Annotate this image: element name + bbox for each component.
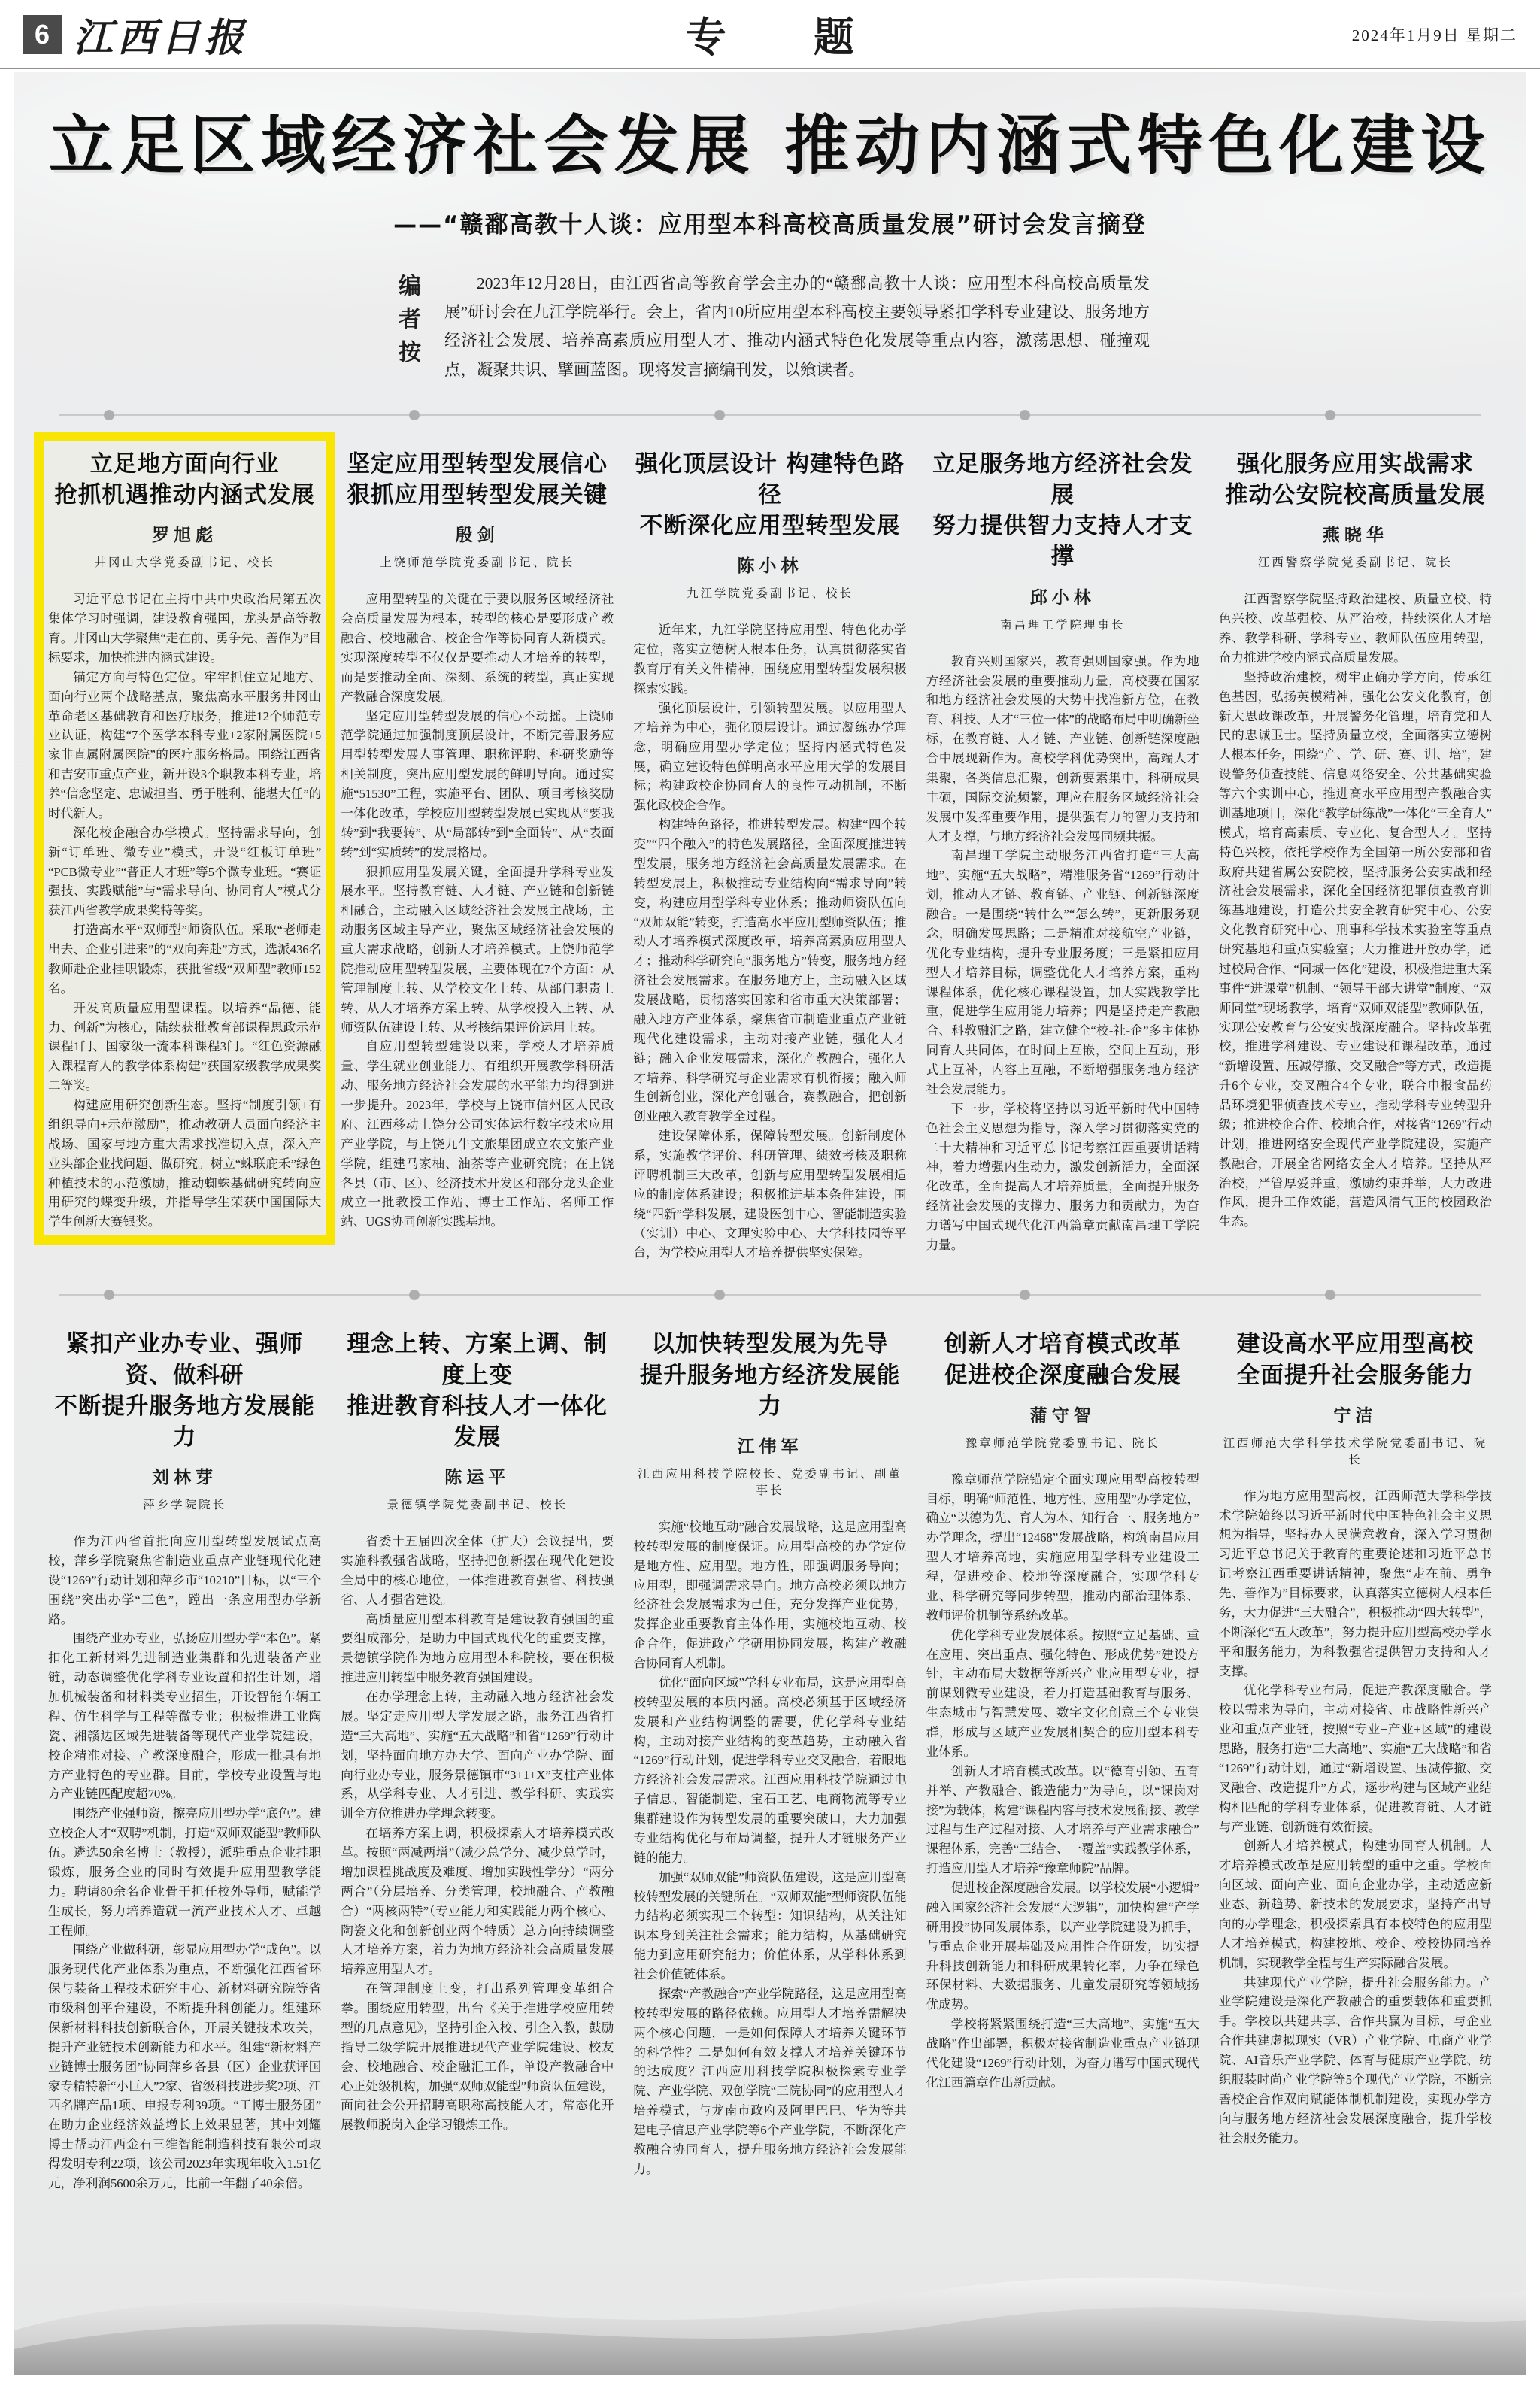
article-paragraph: 南昌理工学院主动服务江西省打造“三大高地”、实施“五大战略”，精准服务省“1269”行动计划，推动人才链、教育链、产业链、创新链深度融合。一是围绕“转什么”“怎么转”，更新服务观念，明确发展思路；二是精准对接航空产业链，优化专业结构，提升专业服务度；三是紧扣应用型人才培养目标，调整优化人才培养方案，重构课程体系，优化核心课程设置，加大实践教学比重，促进学生应用能力培养；四是坚持走产教融合、科教融汇之路，建立健全“校-社-企”多主体协同育人共同体，在时间上互嵌，空间上互动，形式上互补，内容上互融，不断增强服务地方经济社会发展能力。 <box>926 848 1199 1096</box>
article-title-line: 以加快转型发展为先导 <box>651 1331 889 1358</box>
article-paragraph: 在办学理念上转，主动融入地方经济社会发展。坚定走应用型大学发展之路，服务江西省打造“三大高地”、实施“五大战略”和省“1269”行动计划，坚持面向地方办大学、面向产业办学院、面向行业办专业，服务景德镇市“3+1+X”支柱产业体系，从学科专业、人才引进、教学科研、实践实训全方位推进办学理念转变。 <box>341 1690 614 1821</box>
article-title <box>48 449 321 511</box>
bottom-article-2 <box>338 1323 617 2136</box>
article-paragraph: 作为江西省首批向应用型转型发展试点高校，萍乡学院聚焦省制造业重点产业链现代化建设“1269”行动计划和萍乡市“10210”目标，以“三个围绕”突出办学“三色”，蹚出一条应用型办学新路。 <box>48 1534 322 1627</box>
editor-note-label: 编者按 <box>394 273 420 373</box>
article-author-role: 豫章师范学院党委副书记、院长 <box>965 1436 1160 1450</box>
article-paragraph: 高质量应用型本科教育是建设教育强国的重要组成部分，是助力中国式现代化的重要支撑，景德镇学院作为地方应用型本科院校，要在积极推进应用转型中服务教育强国建设。 <box>341 1611 614 1685</box>
article-title-line: 紧扣产业办专业、强师资、做科研 <box>66 1331 304 1389</box>
bottom-article-5 <box>1216 1323 1495 2149</box>
article-author-role: 九江学院党委副书记、校长 <box>686 587 853 601</box>
article-title-line: 创新人才培育模式改革 <box>944 1331 1181 1358</box>
article-paragraph: 优化“面向区域”学科专业布局，这是应用型高校转型发展的本质内涵。高校必须基于区域经济发展和产业结构调整的需要，优化学科专业结构，主动对接产业结构的变革趋势，主动融入省“1269”行动计划，促进学科专业交叉融合，着眼地方经济社会发展需求。江西应用科技学院通过电子信息、智能制造、宝石工艺、电商物流等专业集群建设作为转型发展的重要突破口，大力加强专业结构优化与布局调整，提升人才链服务产业链的能力。 <box>633 1675 907 1865</box>
article-paragraph: 江西警察学院坚持政治建校、质量立校、特色兴校、改革强校、从严治校，持续深化人才培养、教学科研、学科专业、教师队伍应用转型，奋力推进学校内涵式高质量发展。 <box>1218 592 1492 665</box>
dotted-divider-middle <box>59 1290 1481 1300</box>
article-paragraph: 豫章师范学院锚定全面实现应用型高校转型目标，明确“师范性、地方性、应用型”办学定位，确立“以德为先、育人为本、知行合一、服务地方”办学理念，提出“12468”发展战略，构筑南昌应用型人才培养高地，实施应用型学科专业建设工程，促进校企、校地等深度融合，实现学科专业、科学研究等同步转型，推动内部治理体系、教师评价机制等系统改革。 <box>926 1472 1199 1623</box>
article-paragraph: 深化校企融合办学模式。坚持需求导向，创新“订单班、微专业”模式，开设“红板订单班”“PCB微专业”“普正人才班”等5个微专业班。“赛证强技、实践赋能”与“需求导向、协同育人”模式分获江西省教学成果奖特等奖。 <box>48 825 322 918</box>
article-paragraph: 优化学科专业布局，促进产教深度融合。学校以需求为导向，主动对接省、市战略性新兴产业和重点产业链，按照“专业+产业+区域”的建设思路，服务打造“三大高地”、实施“五大战略”和省“1269”行动计划，通过“新增设置、压减停撤、交叉融合、改造提升”方式，逐步构建与区域产业结构相匹配的学科专业体系，促进教育链、人才链与产业链、创新链有效衔接。 <box>1218 1683 1492 1834</box>
newspaper-logo: 江西日报 <box>74 15 249 61</box>
bottom-article-3 <box>630 1323 909 2180</box>
article-body <box>341 1532 614 2135</box>
article-paragraph: 下一步，学校将坚持以习近平新时代中国特色社会主义思想为指导，深入学习贯彻落实党的二十大精神和习近平总书记考察江西重要讲话精神，着力增强内生动力，激发创新活力，全面深化改革，全面提高人才培养质量，全面提升服务经济社会发展的支撑力、服务力和贡献力，为奋力谱写中国式现代化江西篇章贡献南昌理工学院力量。 <box>926 1101 1199 1252</box>
articles-row-bottom <box>14 1323 1526 2194</box>
main-subtitle: ——“赣鄱高教十人谈：应用型本科高校高质量发展”研讨会发言摘登 <box>393 211 1147 238</box>
article-title <box>926 449 1199 573</box>
editor-note <box>390 269 1150 384</box>
article-title <box>341 449 614 511</box>
article-title-line: 坚定应用型转型发展信心 <box>347 450 608 477</box>
article-author-role: 萍乡学院院长 <box>143 1498 227 1512</box>
article-paragraph: 在管理制度上变，打出系列管理变革组合拳。围绕应用转型，出台《关于推进学校应用转型的几点意见》，坚持引企入校、引企入教，鼓励指导二级学院开展推进现代产业学院建设、校友会、校地融合、校企融汇工作，单设产教融合中心正处级机构，加强“双师双能型”师资队伍建设，面向社会公开招聘高职称高技能人才，常态化开展教师脱岗入企学习锻炼工作。 <box>341 1981 614 2133</box>
article-paragraph: 围绕产业做科研，彰显应用型办学“成色”。以服务现代化产业体系为重点，不断强化江西省环保与装备工程技术研究中心、新材料研究院等省市级科创平台建设，不断提升科创能力。组建环保新材料科技创新联合体，开展关键技术攻关，提升产业链技术创新能力和水平。组建“新材料产业链博士服务团”协同萍乡各县（区）企业获评国家专精特新“小巨人”2家、省级科技进步奖2项、江西名牌产品1项、申报专利39项。“工博士服务团”在助力企业经济效益增长上效果显著，其中刘耀博士帮助江西金石三维智能制造科技有限公司取得发明专利22项，该公司2023年实现年收入1.51亿元，净利润5600余万元，比前一年翻了40余倍。 <box>48 1942 322 2190</box>
masthead-left <box>23 6 444 62</box>
article-paragraph: 在培养方案上调，积极探索人才培养模式改革。按照“两减两增”（减少总学分、减少总学时，增加课程挑战度及难度、增加实践性学分）“两分两合”（分层培养、分类管理，校地融合、产教融合）“两核两特”（专业能力和实践能力两个核心、陶瓷文化和创新创业两个特质）总方向持续调整人才培养方案，着力为地方经济社会高质量发展培养应用型人才。 <box>341 1826 614 1977</box>
article-author: 燕晓华 <box>1322 526 1388 546</box>
article-paragraph: 打造高水平“双师型”师资队伍。采取“老师走出去、企业引进来”的“双向奔赴”方式，选派436名教师赴企业挂职锻炼，获批省级“双师型”教师152名。 <box>48 923 322 996</box>
article-author: 殷剑 <box>455 526 499 546</box>
article-paragraph: 省委十五届四次全体（扩大）会议提出，要实施科教强省战略，坚持把创新摆在现代化建设全局中的核心地位，一体推进教育强省、科技强省、人才强省建设。 <box>341 1534 614 1607</box>
article-title-line: 立足服务地方经济社会发展 <box>932 450 1193 509</box>
article-body <box>633 620 906 1263</box>
article-title-line: 抢抓机遇推动内涵式发展 <box>54 482 315 509</box>
article-body <box>341 590 614 1232</box>
article-paragraph: 探索“产教融合”产业学院路径，这是应用型高校转型发展的路径依赖。应用型人才培养需解决两个核心问题，一是如何保障人才培养关键环节的科学性？二是如何有效支撑人才培养关键环节的达成度？江西应用科技学院积极探索专业学院、产业学院、双创学院“三院协同”的应用型人才培养模式，与龙南市政府及阿里巴巴、华为等共建电子信息产业学院等6个产业学院，不断深化产教融合协同育人，提升服务地方经济社会发展能力。 <box>633 1986 907 2176</box>
article-paragraph: 应用型转型的关键在于要以服务区域经济社会高质量发展为根本，转型的核心是要形成产教融合、校地融合、校企合作等协同育人新模式。实现深度转型不仅仅是要推动人才培养的转型，而是要推动全面、深刻、系统的转型，真正实现产教融合深度发展。 <box>341 592 614 704</box>
footer-wave-decoration <box>14 2187 1526 2375</box>
article-title-line: 努力提供智力支持人才支撑 <box>932 513 1193 571</box>
article-author: 邱小林 <box>1029 587 1096 608</box>
article-paragraph: 优化学科专业发展体系。按照“立足基础、重在应用、突出重点、强化特色、形成优势”建设方针，主动布局大数据等新兴产业应用型专业，提前谋划微专业建设，着力打造基础教育与服务、生态城市与智慧发展、数字文化创意三个专业集群，形成与区域产业发展相契合的应用型本科专业体系。 <box>926 1627 1199 1759</box>
articles-row-top <box>14 443 1526 1264</box>
article-title-line: 促进校企深度融合发展 <box>944 1362 1181 1389</box>
article-paragraph: 狠抓应用型发展关键，全面提升学科专业发展水平。坚持教育链、人才链、产业链和创新链相融合，主动融入区域经济社会发展主战场，主动服务区域主导产业，聚焦区域经济社会发展的重大需求战略，创新人才培养模式。上饶师范学院推动应用型转型发展，主要体现在7个方面：从管理制度上转、从学校文化上转、从部门职责上转、从人才培养方案上转、从学校投入上转、从师资队伍建设上转、从考核结果评价运用上转。 <box>341 864 614 1035</box>
article-paragraph: 作为地方应用型高校，江西师范大学科学技术学院始终以习近平新时代中国特色社会主义思想为指导，坚持办人民满意教育，深入学习贯彻习近平总书记关于教育的重要论述和习近平总书记考察江西重要讲话精神，聚焦“走在前、勇争先、善作为”目标要求，认真落实立德树人根本任务，大力促进“三大融合”，积极推动“四大转型”，不断深化“五大改革”，努力提升应用型高校办学水平和服务能力，为科教强省提供智力支持和人才支撑。 <box>1218 1488 1492 1678</box>
article-body <box>48 590 321 1232</box>
article-title <box>926 1329 1199 1390</box>
dotted-divider-top <box>59 410 1481 420</box>
article-title <box>633 1329 906 1422</box>
article-title <box>48 1329 321 1453</box>
article-title-line: 建设高水平应用型高校 <box>1236 1331 1474 1358</box>
article-paragraph: 构建应用研究创新生态。坚持“制度引领+有组织导向+示范激励”，推动教研人员面向经济主战场、国家与地方重大需求找准切入点，深入产业头部企业找问题、做研究。树立“蛛联庇禾”绿色种植技术的示范激励，推动蜘蛛基础研究转向应用研究的蝶变升级，并指导学生荣获中国国际大学生创新大赛银奖。 <box>48 1098 322 1229</box>
top-article-1 <box>45 443 324 1233</box>
editor-note-text <box>444 269 1150 384</box>
article-author-role: 南昌理工学院理事长 <box>999 617 1126 632</box>
article-author: 刘林芽 <box>152 1468 218 1488</box>
article-body <box>633 1517 906 2179</box>
article-title-line: 推进教育科技人才一体化发展 <box>347 1393 608 1451</box>
article-paragraph: 坚定应用型转型发展的信心不动摇。上饶师范学院通过加强制度顶层设计，不断完善服务应用型转型发展人事管理、职称评聘、科研奖励等相关制度，突出应用型发展的鲜明导向。通过实施“51530”工程，实施平台、团队、项目考核奖励一体化改革，学校应用型转型发展已实现从“要我转”到“我要转”、从“局部转”到“全面转”、从“表面转”到“实质转”的发展格局。 <box>341 708 614 859</box>
article-author: 罗旭彪 <box>152 526 218 546</box>
article-author: 宁洁 <box>1333 1405 1378 1426</box>
article-title-line: 强化服务应用实战需求 <box>1236 450 1474 477</box>
article-author: 陈运平 <box>444 1468 511 1488</box>
article-paragraph: 加强“双师双能”师资队伍建设，这是应用型高校转型发展的关键所在。“双师双能”型师资队伍能力结构必须实现三个转型：知识结构，从关注知识本身到关注社会需求；能力结构，从基础研究能力到应用研究能力；价值体系，从学科体系到社会价值链体系。 <box>633 1869 907 1981</box>
article-title-line: 提升服务地方经济发展能力 <box>639 1362 901 1420</box>
main-headline-line2: 推动内涵式特色化建设 <box>784 108 1491 183</box>
top-article-4 <box>923 443 1202 1257</box>
article-title-line: 全面提升社会服务能力 <box>1236 1362 1474 1389</box>
article-title <box>1219 1329 1492 1390</box>
article-paragraph: 开发高质量应用型课程。以培养“品德、能力、创新”为核心，陆续获批教育部课程思政示范课程1门、国家级一流本科课程3门。“红色资源融入课程育人的教学体系构建”获国家级教学成果奖二等奖。 <box>48 1000 322 1093</box>
article-author: 江伟军 <box>737 1436 803 1457</box>
article-author: 陈小林 <box>737 556 803 577</box>
article-title <box>633 449 906 542</box>
article-author-role: 江西师范大学科学技术学院党委副书记、院长 <box>1223 1436 1488 1466</box>
article-paragraph: 坚持政治建校，树牢正确办学方向，传承红色基因，弘扬英模精神，强化公安文化教育，创新大思政课改革，开展警务化管理，培育党和人民的忠诚卫士。坚持质量立校，全面落实立德树人根本任务，围绕“产、学、研、赛、训、培”，建设警务侦查技能、信息网络安全、公共基础实验等六个实训中心，推进高水平应用型产教融合实训基地项目，深化“教学研练战”一体化“三全育人”模式，培育高素质、专业化、复合型人才。坚持特色兴校，依托学校作为全国第一所公安部和省政府共建省属公安院校，坚持服务公安实战和经济社会发展需求，深化全国经济犯罪侦查教育训练基地建设，打造公共安全教育研究中心、公安文化教育研究中心、刑事科学技术实验室等重点研究基地和重点实验室；大力推进开放办学，通过校局合作、“同城一体化”建设，积极推进重大案事件“进课堂”机制、“领导干部大讲堂”制度、“双师同堂”现场教学，培育“双师双能型”教师队伍，实现公安教育与公安实战深度融合。坚持改革强校，推进学科建设、专业建设和课程改革，通过“新增设置、压减停撤、交叉融合”等方式，改造提升6个专业，交叉融合4个专业，联合申报食品药品环境犯罪侦查技术专业，推动学科专业转型升级；推进校企合作、校地合作，对接省“1269”行动计划，推进网络安全现代产业学院建设，实施产教融合，开展全省网络安全人才培养。坚持从严治校，严管厚爱并重，激励约束并举，大力改进作风，提升工作效能，营造风清气正的校园政治生态。 <box>1218 669 1492 1229</box>
article-paragraph: 围绕产业强师资，擦亮应用型办学“底色”。建立校企人才“双聘”机制，打造“双师双能型”教师队伍。遴选50余名博士（教授），派驻重点企业挂职锻炼，服务企业的同时有效提升应用型教学能力。聘请80余名企业骨干担任校外导师，赋能学生成长，努力培养造就一流产业技术人才、卓越工程师。 <box>48 1806 322 1938</box>
article-title-line: 强化顶层设计 构建特色路径 <box>635 450 905 509</box>
editor-note-paragraph: 2023年12月28日，由江西省高等教育学会主办的“赣鄱高教十人谈：应用型本科高校高质量发展”研讨会在九江学院举行。会上，省内10所应用型本科高校主要领导紧扣学科专业建设、服务地方经济社会发展、培养高素质应用型人才、推动内涵式特色化发展等重点内容，激荡思想、碰撞观点，凝聚共识、擘画蓝图。现将发言摘编刊发，以飨读者。 <box>444 274 1150 379</box>
article-paragraph: 强化顶层设计，引领转型发展。以应用型人才培养为中心，强化顶层设计。通过凝练办学理念，明确应用型办学定位；坚持内涵式特色发展，确立建设特色鲜明高水平应用大学的发展目标；构建政校企协同育人的良性互动机制，不断强化政校企合作。 <box>633 700 907 813</box>
article-title <box>1219 449 1492 511</box>
top-article-2 <box>338 443 617 1233</box>
page-header <box>0 0 1540 69</box>
article-author: 蒲守智 <box>1029 1405 1096 1426</box>
article-paragraph: 围绕产业办专业，弘扬应用型办学“本色”。紧扣化工新材料先进制造业集群和先进装备产业链，动态调整优化学科专业设置和招生计划，增加机械装备和材料类专业招生，开设智能车辆工程、仿生科学与工程等微专业；积极推进工业陶瓷、湘赣边区域先进装备等现代产业学院建设，校企精准对接、产教深度融合，形成一批具有地方产业特色的专业群。目前，学校专业设置与地方产业链匹配度超70%。 <box>48 1631 322 1802</box>
bottom-article-1 <box>45 1323 324 2194</box>
page-number: 6 <box>23 15 62 54</box>
article-title <box>341 1329 614 1453</box>
page-content-sheet <box>14 72 1526 2375</box>
article-body <box>926 1470 1199 2093</box>
article-title-line: 立足地方面向行业 <box>89 450 280 477</box>
article-title-line: 狠抓应用型转型发展关键 <box>347 482 608 509</box>
article-author-role: 井冈山大学党委副书记、校长 <box>94 556 275 570</box>
article-paragraph: 构建特色路径，推进转型发展。构建“四个转变”“四个融入”的特色发展路径，全面深度推进转型发展，服务地方经济社会高质量发展需求。在转型发展上，积极推动专业结构向“需求导向”转变，构建应用型学科专业体系；推动师资队伍向“双师双能”转变，打造高水平应用型师资队伍；推动人才培养模式深度改革，培养高素质应用型人才；推动科学研究向“服务地方”转变，服务地方经济社会发展需求。在服务地方上，主动融入区域发展战略，贯彻落实国家和省市重大决策部署；融入地方产业体系，聚焦省市制造业重点产业链现代化建设需求，主动对接产业链，强化人才链；融入企业发展需求，深化产教融合，强化人才培养、科学研究与企业需求有机衔接；融入师生创新创业，深化产创融合，赛教融合，把创新创业融入教育教学全过程。 <box>633 817 907 1124</box>
article-author-role: 景德镇学院党委副书记、校长 <box>387 1498 568 1512</box>
bottom-article-4 <box>923 1323 1202 2093</box>
article-body <box>1219 1487 1492 2148</box>
article-paragraph: 实施“校地互动”融合发展战略，这是应用型高校转型发展的制度保证。应用型高校的办学定位是地方性、应用型。地方性，即强调服务导向；应用型，即强调需求导向。地方高校必须以地方经济社会发展需求为己任，充分发挥产业优势，发挥企业重要教育主体作用，实施校地互动、校企合作，促进政产学研用协同发展，构建产教融合协同育人机制。 <box>633 1519 907 1670</box>
section-title: 专 题 <box>685 14 891 61</box>
article-body <box>48 1532 321 2193</box>
article-body <box>926 652 1199 1255</box>
article-author-role: 上饶师范学院党委副书记、院长 <box>380 556 575 570</box>
article-title-line: 推动公安院校高质量发展 <box>1225 482 1486 509</box>
article-author-role: 江西警察学院党委副书记、院长 <box>1257 556 1453 570</box>
top-article-5 <box>1216 443 1495 1233</box>
article-author-role: 江西应用科技学院校长、党委副书记、副董事长 <box>638 1466 902 1497</box>
article-paragraph: 锚定方向与特色定位。牢牢抓住立足地方、面向行业两个战略基点，聚焦高水平服务井冈山革命老区基础教育和医疗服务，推进12个师范专业认证，构建“7个医学本科专业+2家附属医院+5家非直属附属医院”的医疗服务格局。围绕江西省和吉安市重点产业，新开设3个职教本科专业，培养“信念坚定、忠诚担当、勇于胜利、能堪大任”的时代新人。 <box>48 669 322 820</box>
main-headline-line1: 立足区域经济社会发展 <box>49 108 756 183</box>
main-headline <box>14 107 1526 186</box>
article-paragraph: 共建现代产业学院，提升社会服务能力。产业学院建设是深化产教融合的重要载体和重要抓手。学校以共建共享、合作共赢为目标，与企业合作共建虚拟现实（VR）产业学院、电商产业学院、AI音乐产业学院、体育与健康产业学院、纺织服装时尚产业学院等5个现代产业学院，不断完善校企合作双向赋能体制机制建设，实现办学方向与服务地方经济社会发展深度融合，提升学校社会服务能力。 <box>1218 1975 1492 2145</box>
article-paragraph: 习近平总书记在主持中共中央政治局第五次集体学习时强调，建设教育强国，龙头是高等教育。井冈山大学聚焦“走在前、勇争先、善作为”目标要求，加快推进内涵式建设。 <box>48 592 322 665</box>
article-paragraph: 建设保障体系，保障转型发展。创新制度体系，实施教学评价、科研管理、绩效考核及职称评聘机制三大改革，创新与应用型转型发展相适应的制度体系建设；积极推进基本条件建设，围绕“四新”学科发展，建设医创中心、智能制造实验（实训）中心、文理实验中心、大学科技园等平台，为学校应用型人才培养提供坚实保障。 <box>633 1129 907 1260</box>
top-article-3 <box>630 443 909 1264</box>
article-paragraph: 创新人才培养模式，构建协同育人机制。人才培养模式改革是应用转型的重中之重。学校面向区域、面向产业、面向企业办学，主动适应新业态、新趋势、新技术的发展要求，坚持产出导向的办学理念，积极探索具有本校特色的应用型人才培养模式，构建校地、校企、校校协同培养机制，实现教学全程与生产实际融合发展。 <box>1218 1839 1492 1970</box>
article-title-line: 理念上转、方案上调、制度上变 <box>347 1331 608 1389</box>
article-paragraph: 近年来，九江学院坚持应用型、特色化办学定位，落实立德树人根本任务，认真贯彻落实省教育厅有关文件精神，围绕应用型转型发展积极探索实践。 <box>633 623 907 696</box>
article-paragraph: 教育兴则国家兴，教育强则国家强。作为地方经济社会发展的重要推动力量，高校要在国家和地方经济社会发展的大势中找准新方位，在教育、科技、人才“三位一体”的战略布局中明确新坐标，在教育链、人才链、产业链、创新链深度融合中展现新作为。高校学科优势突出，高端人才集聚，各类信息汇聚，创新要素集中，科研成果丰硕，国际交流频繁，理应在服务区域经济社会发展中发挥重要作用，提供强有力的智力支持和人才支撑，与地方经济社会发展同频共振。 <box>926 653 1199 844</box>
article-title-line: 不断提升服务地方发展能力 <box>54 1393 315 1451</box>
issue-date: 2024年1月9日 星期二 <box>1351 26 1517 44</box>
article-paragraph: 创新人才培育模式改革。以“德育引领、五育并举、产教融合、锻造能力”为导向，以“课岗对接”为载体，构建“课程内容与技术发展衔接、教学过程与生产过程对接、人才培养与产业需求融合”课程体系，完善“三结合、一覆盖”实践教学体系，打造应用型人才培养“豫章师院”品牌。 <box>926 1763 1199 1876</box>
article-title-line: 不断深化应用型转型发展 <box>639 513 901 540</box>
article-body <box>1219 590 1492 1232</box>
article-paragraph: 促进校企深度融合发展。以学校发展“小逻辑”融入国家经济社会发展“大逻辑”，加快构建“产学研用投”协同发展体系，以产业学院建设为抓手，与重点企业开展基础及应用性合作研发，切实提升科技创新能力和科研成果转化率，力争在绿色环保材料、大数据服务、儿童发展研究等领域扬优成势。 <box>926 1881 1199 2012</box>
article-paragraph: 学校将紧紧围绕打造“三大高地”、实施“五大战略”作出部署，积极对接省制造业重点产业链现代化建设“1269”行动计划，为奋力谱写中国式现代化江西篇章作出新贡献。 <box>926 2017 1199 2090</box>
article-paragraph: 自应用型转型建设以来，学校人才培养质量、学生就业创业能力、有组织开展教学科研活动、服务地方经济社会发展的水平能力均得到进一步提升。2023年，学校与上饶市信州区人民政府、江西移动上饶分公司实体运行数字技术应用产业学院，与上饶九牛文旅集团成立农文旅产业学院，组建马家柚、油茶等产业研究院；在上饶各县（市、区）、经济技术开发区和部分龙头企业成立一批教授工作站、博士工作站、名师工作站、UGS协同创新实践基地。 <box>341 1039 614 1229</box>
